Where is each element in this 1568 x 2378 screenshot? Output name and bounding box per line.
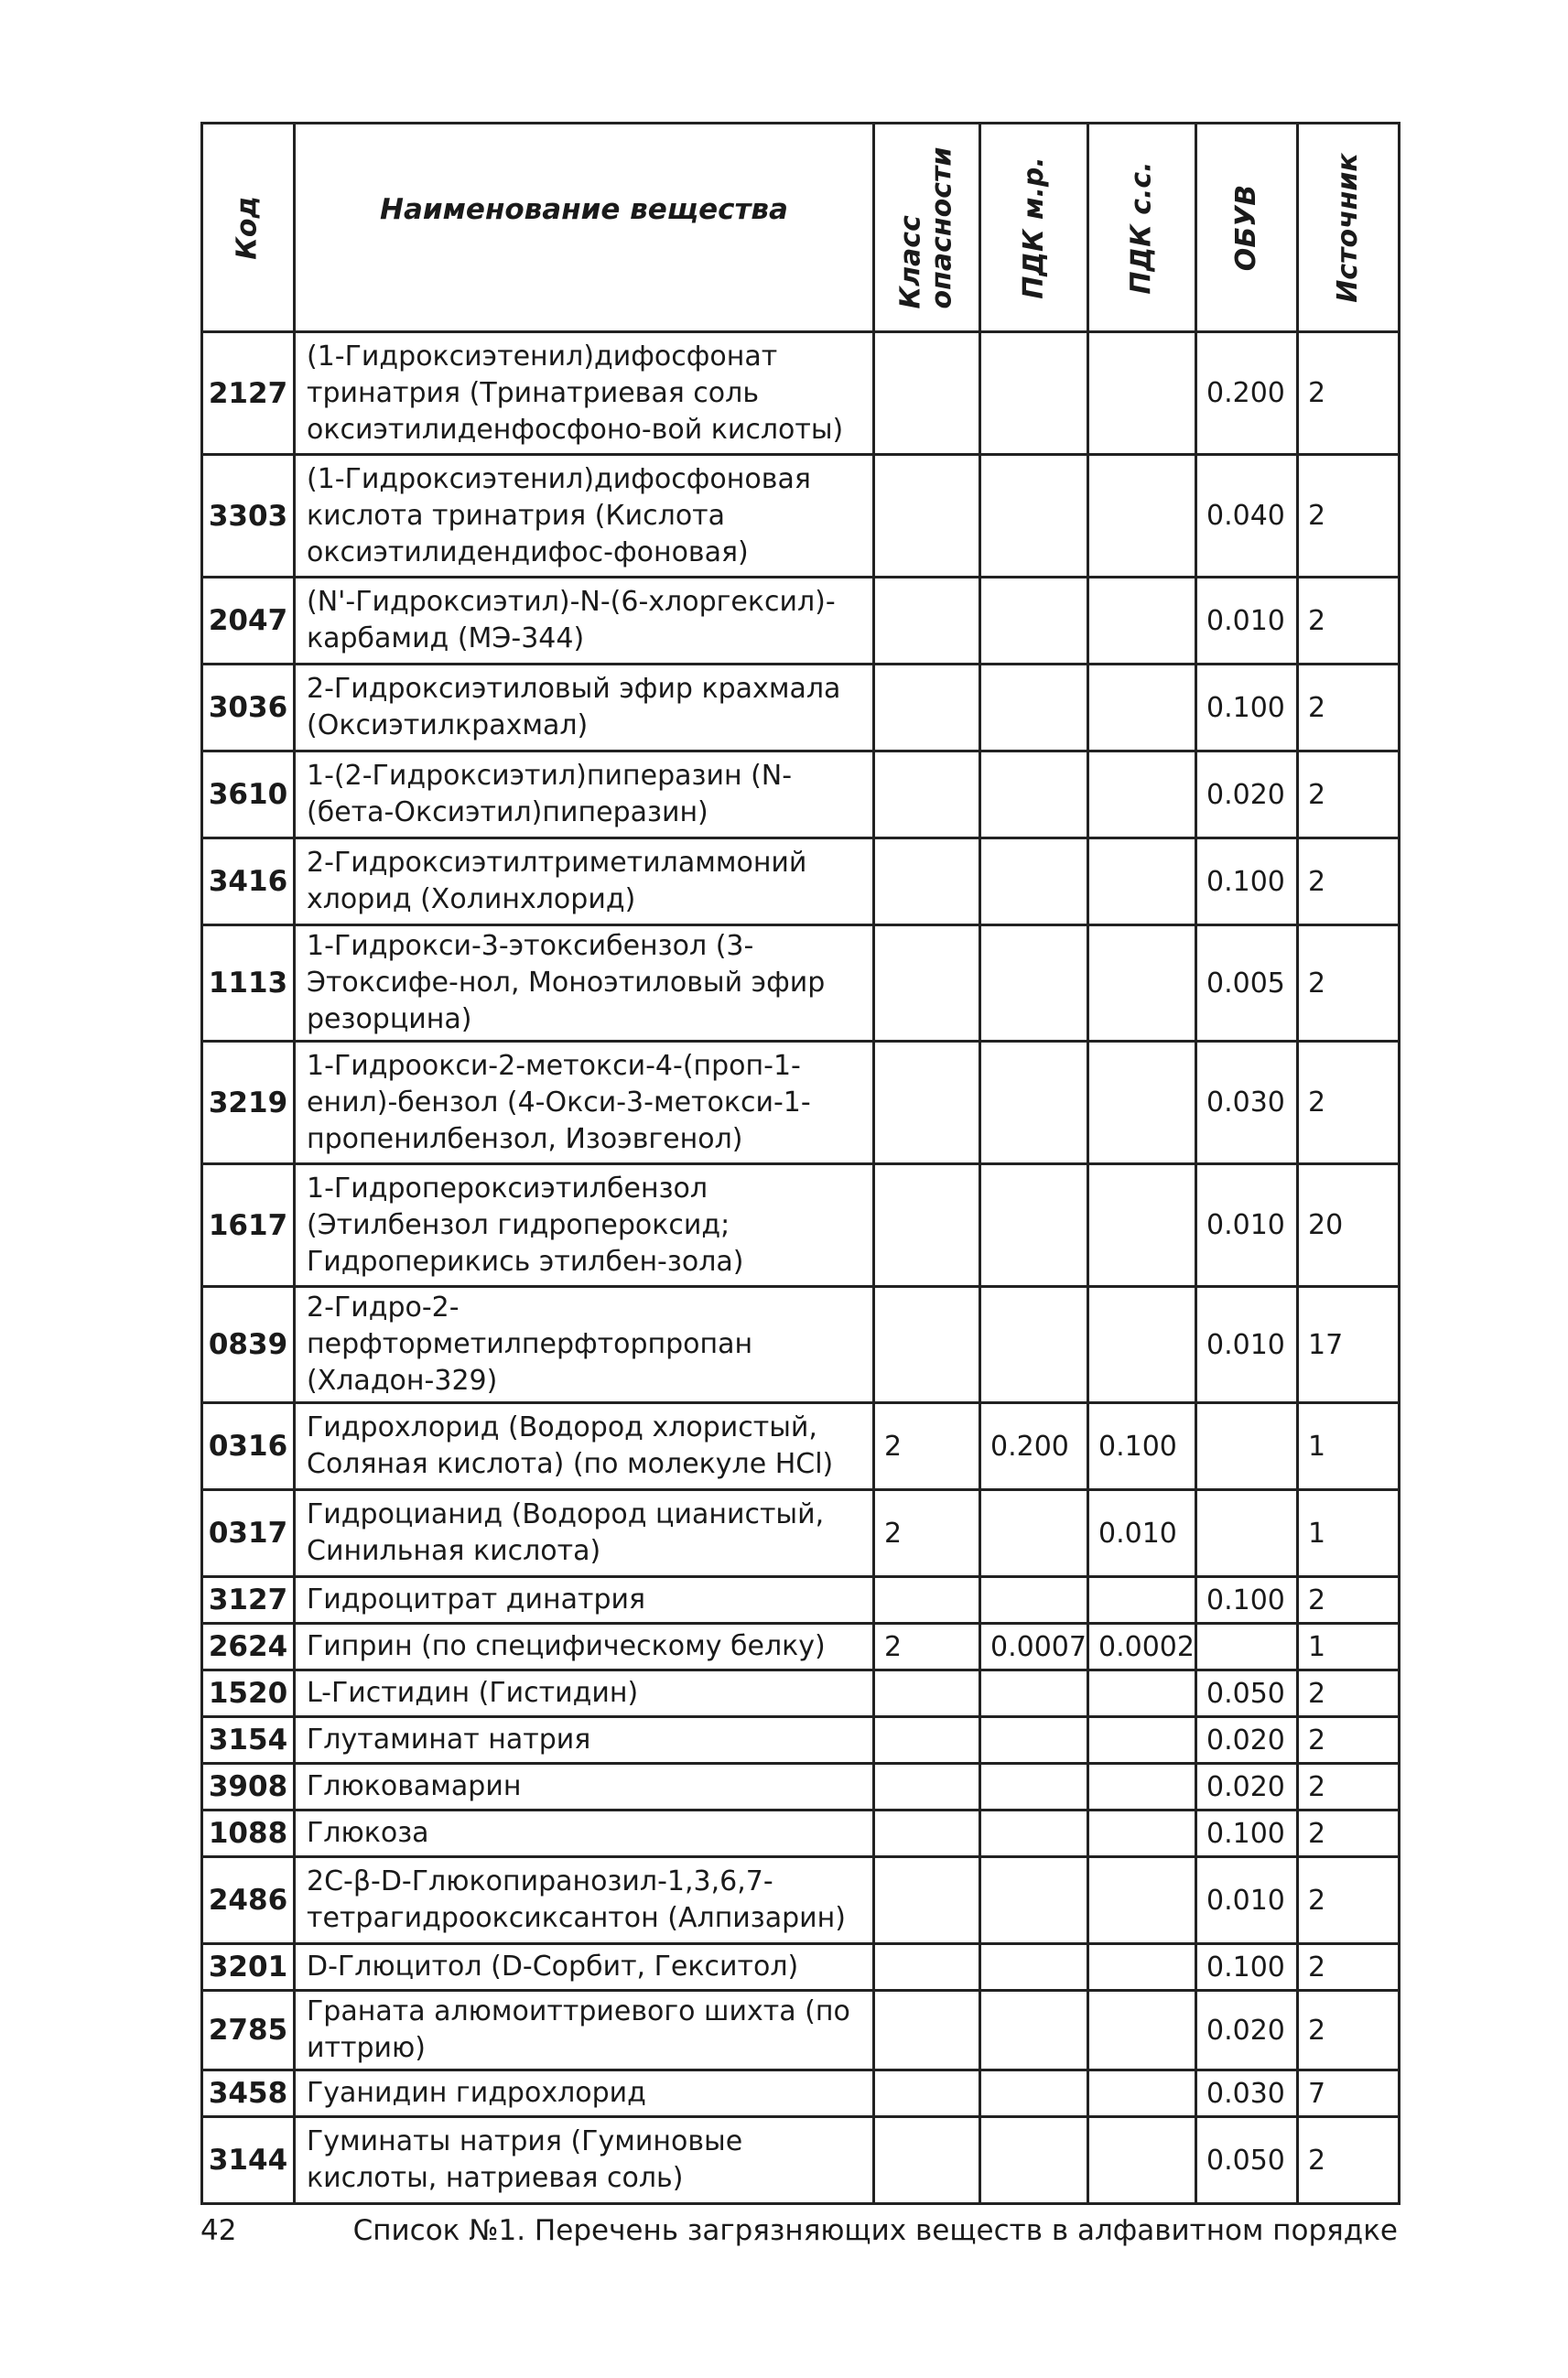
table-row bbox=[202, 1287, 1400, 1403]
cell-code: 3908 bbox=[202, 1764, 295, 1811]
header-code bbox=[202, 124, 295, 332]
header-hazard-class bbox=[874, 124, 980, 332]
table-row bbox=[202, 1991, 1400, 2070]
cell-obuv: 0.200 bbox=[1196, 332, 1298, 455]
cell-name: Глюкоза bbox=[295, 1811, 874, 1857]
cell-hazard-class bbox=[874, 665, 980, 751]
cell-hazard-class bbox=[874, 1811, 980, 1857]
cell-pdk-ss bbox=[1088, 1811, 1196, 1857]
cell-pdk-ss bbox=[1088, 332, 1196, 455]
header-pdk-ss-label: ПДК с.с. bbox=[1125, 160, 1158, 295]
header-name: Наименование вещества bbox=[295, 124, 874, 332]
table-row bbox=[202, 2117, 1400, 2204]
table-row bbox=[202, 1857, 1400, 1944]
cell-hazard-class bbox=[874, 1577, 980, 1624]
cell-pdk-mr bbox=[980, 1490, 1088, 1577]
cell-obuv: 0.100 bbox=[1196, 665, 1298, 751]
cell-hazard-class bbox=[874, 838, 980, 925]
table-body bbox=[202, 332, 1400, 2204]
cell-pdk-mr bbox=[980, 1944, 1088, 1991]
cell-obuv: 0.100 bbox=[1196, 1944, 1298, 1991]
cell-source: 1 bbox=[1298, 1490, 1400, 1577]
cell-source: 17 bbox=[1298, 1287, 1400, 1403]
cell-pdk-ss: 0.010 bbox=[1088, 1490, 1196, 1577]
cell-hazard-class bbox=[874, 1042, 980, 1164]
cell-name: D-Глюцитол (D-Сорбит, Гекситол) bbox=[295, 1944, 874, 1991]
table-row bbox=[202, 2070, 1400, 2117]
cell-source: 2 bbox=[1298, 1764, 1400, 1811]
cell-obuv: 0.050 bbox=[1196, 2117, 1298, 2204]
cell-code: 2486 bbox=[202, 1857, 295, 1944]
cell-code: 1088 bbox=[202, 1811, 295, 1857]
cell-source: 2 bbox=[1298, 1670, 1400, 1717]
cell-source: 2 bbox=[1298, 838, 1400, 925]
cell-source: 2 bbox=[1298, 578, 1400, 665]
header-pdk-ss bbox=[1088, 124, 1196, 332]
cell-code: 3303 bbox=[202, 455, 295, 578]
cell-source: 2 bbox=[1298, 455, 1400, 578]
cell-source: 2 bbox=[1298, 1991, 1400, 2070]
cell-source: 2 bbox=[1298, 925, 1400, 1042]
cell-obuv: 0.030 bbox=[1196, 1042, 1298, 1164]
cell-pdk-ss bbox=[1088, 2070, 1196, 2117]
cell-obuv: 0.050 bbox=[1196, 1670, 1298, 1717]
table-row bbox=[202, 455, 1400, 578]
cell-obuv: 0.010 bbox=[1196, 1857, 1298, 1944]
cell-source: 2 bbox=[1298, 1577, 1400, 1624]
cell-pdk-mr bbox=[980, 1764, 1088, 1811]
table-row bbox=[202, 1670, 1400, 1717]
cell-code: 3144 bbox=[202, 2117, 295, 2204]
cell-name: Глутаминат натрия bbox=[295, 1717, 874, 1764]
cell-code: 1617 bbox=[202, 1164, 295, 1287]
cell-pdk-ss bbox=[1088, 925, 1196, 1042]
cell-pdk-mr bbox=[980, 1670, 1088, 1717]
cell-pdk-ss bbox=[1088, 455, 1196, 578]
cell-obuv: 0.030 bbox=[1196, 2070, 1298, 2117]
cell-name: (1-Гидроксиэтенил)дифосфоновая кислота тринатрия (Кислота оксиэтилидендифос-фоновая) bbox=[295, 455, 874, 578]
cell-name: (1-Гидроксиэтенил)дифосфонат тринатрия (Тринатриевая соль оксиэтилиденфосфоно-вой кислоты) bbox=[295, 332, 874, 455]
cell-pdk-ss bbox=[1088, 1764, 1196, 1811]
table-row bbox=[202, 665, 1400, 751]
cell-obuv: 0.005 bbox=[1196, 925, 1298, 1042]
cell-obuv: 0.100 bbox=[1196, 1577, 1298, 1624]
cell-obuv: 0.020 bbox=[1196, 1764, 1298, 1811]
cell-code: 3219 bbox=[202, 1042, 295, 1164]
cell-code: 2785 bbox=[202, 1991, 295, 2070]
cell-name: Гидрохлорид (Водород хлористый, Соляная кислота) (по молекуле HCl) bbox=[295, 1403, 874, 1490]
table-row bbox=[202, 1811, 1400, 1857]
cell-hazard-class bbox=[874, 455, 980, 578]
cell-pdk-ss: 0.100 bbox=[1088, 1403, 1196, 1490]
cell-name: Гидроцитрат динатрия bbox=[295, 1577, 874, 1624]
cell-pdk-ss bbox=[1088, 1944, 1196, 1991]
cell-source: 1 bbox=[1298, 1403, 1400, 1490]
cell-code: 3458 bbox=[202, 2070, 295, 2117]
table-row bbox=[202, 1403, 1400, 1490]
cell-pdk-ss bbox=[1088, 1287, 1196, 1403]
cell-name: L-Гистидин (Гистидин) bbox=[295, 1670, 874, 1717]
cell-source: 2 bbox=[1298, 2117, 1400, 2204]
cell-pdk-mr bbox=[980, 1717, 1088, 1764]
cell-name: 1-Гидропероксиэтилбензол (Этилбензол гидропероксид; Гидроперикись этилбен-зола) bbox=[295, 1164, 874, 1287]
cell-hazard-class bbox=[874, 1991, 980, 2070]
cell-code: 0317 bbox=[202, 1490, 295, 1577]
cell-hazard-class bbox=[874, 1857, 980, 1944]
cell-pdk-mr bbox=[980, 2117, 1088, 2204]
cell-pdk-mr bbox=[980, 751, 1088, 838]
header-source-label: Источник bbox=[1332, 152, 1364, 303]
cell-hazard-class: 2 bbox=[874, 1403, 980, 1490]
page-number: 42 bbox=[200, 2214, 237, 2247]
cell-hazard-class bbox=[874, 2117, 980, 2204]
cell-obuv bbox=[1196, 1490, 1298, 1577]
cell-obuv: 0.020 bbox=[1196, 1991, 1298, 2070]
cell-hazard-class bbox=[874, 1764, 980, 1811]
header-code-label: Код bbox=[232, 195, 264, 260]
cell-source: 2 bbox=[1298, 665, 1400, 751]
cell-pdk-ss bbox=[1088, 578, 1196, 665]
cell-hazard-class bbox=[874, 925, 980, 1042]
cell-code: 3154 bbox=[202, 1717, 295, 1764]
cell-pdk-ss bbox=[1088, 1717, 1196, 1764]
cell-obuv: 0.040 bbox=[1196, 455, 1298, 578]
cell-code: 3416 bbox=[202, 838, 295, 925]
cell-pdk-ss bbox=[1088, 1164, 1196, 1287]
cell-pdk-mr bbox=[980, 1811, 1088, 1857]
cell-pdk-mr bbox=[980, 1577, 1088, 1624]
cell-obuv: 0.100 bbox=[1196, 838, 1298, 925]
cell-name: 1-Гидрокси-3-этоксибензол (3-Этоксифе-нол, Моноэтиловый эфир резорцина) bbox=[295, 925, 874, 1042]
cell-hazard-class bbox=[874, 578, 980, 665]
cell-code: 1113 bbox=[202, 925, 295, 1042]
cell-source: 7 bbox=[1298, 2070, 1400, 2117]
cell-obuv: 0.020 bbox=[1196, 1717, 1298, 1764]
cell-obuv bbox=[1196, 1624, 1298, 1670]
cell-pdk-mr bbox=[980, 578, 1088, 665]
cell-pdk-ss bbox=[1088, 665, 1196, 751]
cell-source: 2 bbox=[1298, 332, 1400, 455]
cell-pdk-mr bbox=[980, 332, 1088, 455]
page-footer-caption: Список №1. Перечень загрязняющих веществ в алфавитном порядке bbox=[352, 2214, 1398, 2247]
cell-name: Граната алюмоиттриевого шихта (по иттрию) bbox=[295, 1991, 874, 2070]
table-row bbox=[202, 838, 1400, 925]
cell-name: 1-(2-Гидроксиэтил)пиперазин (N-(бета-Оксиэтил)пиперазин) bbox=[295, 751, 874, 838]
cell-code: 0316 bbox=[202, 1403, 295, 1490]
cell-name: 2-Гидро-2-перфторметилперфторпропан (Хладон-329) bbox=[295, 1287, 874, 1403]
table-row bbox=[202, 1764, 1400, 1811]
cell-source: 2 bbox=[1298, 1944, 1400, 1991]
cell-pdk-ss bbox=[1088, 838, 1196, 925]
cell-code: 3127 bbox=[202, 1577, 295, 1624]
cell-pdk-ss: 0.0002 bbox=[1088, 1624, 1196, 1670]
cell-pdk-ss bbox=[1088, 1577, 1196, 1624]
substances-table-container bbox=[200, 122, 1398, 2205]
cell-code: 3201 bbox=[202, 1944, 295, 1991]
cell-obuv: 0.010 bbox=[1196, 1287, 1298, 1403]
header-hazard-line2: опасности bbox=[925, 146, 958, 308]
cell-code: 1520 bbox=[202, 1670, 295, 1717]
table-row bbox=[202, 1042, 1400, 1164]
cell-pdk-mr: 0.200 bbox=[980, 1403, 1088, 1490]
table-row bbox=[202, 1490, 1400, 1577]
cell-pdk-ss bbox=[1088, 751, 1196, 838]
cell-hazard-class bbox=[874, 1717, 980, 1764]
cell-pdk-mr bbox=[980, 1857, 1088, 1944]
header-source bbox=[1298, 124, 1400, 332]
cell-obuv: 0.010 bbox=[1196, 578, 1298, 665]
cell-name: Гуанидин гидрохлорид bbox=[295, 2070, 874, 2117]
cell-hazard-class bbox=[874, 1287, 980, 1403]
table-row bbox=[202, 578, 1400, 665]
cell-obuv: 0.020 bbox=[1196, 751, 1298, 838]
cell-name: Гуминаты натрия (Гуминовые кислоты, натриевая соль) bbox=[295, 2117, 874, 2204]
header-obuv bbox=[1196, 124, 1298, 332]
cell-obuv bbox=[1196, 1403, 1298, 1490]
table-row bbox=[202, 332, 1400, 455]
cell-pdk-mr bbox=[980, 1991, 1088, 2070]
cell-name: 2-Гидроксиэтилтриметиламмоний хлорид (Холинхлорид) bbox=[295, 838, 874, 925]
header-hazard-line1: Класс bbox=[894, 214, 927, 308]
cell-code: 2624 bbox=[202, 1624, 295, 1670]
cell-source: 2 bbox=[1298, 751, 1400, 838]
cell-hazard-class bbox=[874, 1164, 980, 1287]
cell-code: 0839 bbox=[202, 1287, 295, 1403]
table-row bbox=[202, 1164, 1400, 1287]
cell-pdk-ss bbox=[1088, 1857, 1196, 1944]
cell-pdk-ss bbox=[1088, 2117, 1196, 2204]
cell-source: 2 bbox=[1298, 1042, 1400, 1164]
cell-code: 2127 bbox=[202, 332, 295, 455]
cell-hazard-class bbox=[874, 2070, 980, 2117]
table-row bbox=[202, 1624, 1400, 1670]
cell-name: Глюковамарин bbox=[295, 1764, 874, 1811]
cell-code: 2047 bbox=[202, 578, 295, 665]
table-row bbox=[202, 1944, 1400, 1991]
cell-pdk-mr bbox=[980, 665, 1088, 751]
cell-name: 1-Гидроокси-2-метокси-4-(проп-1-енил)-бензол (4-Окси-3-метокси-1-пропенилбензол, Изоэвгенол) bbox=[295, 1042, 874, 1164]
cell-pdk-mr bbox=[980, 1287, 1088, 1403]
cell-hazard-class bbox=[874, 751, 980, 838]
cell-source: 1 bbox=[1298, 1624, 1400, 1670]
cell-pdk-mr bbox=[980, 2070, 1088, 2117]
cell-source: 20 bbox=[1298, 1164, 1400, 1287]
table-row bbox=[202, 751, 1400, 838]
header-pdk-mr-label: ПДК м.р. bbox=[1017, 156, 1050, 299]
cell-pdk-mr bbox=[980, 455, 1088, 578]
cell-pdk-mr bbox=[980, 1042, 1088, 1164]
cell-source: 2 bbox=[1298, 1857, 1400, 1944]
cell-hazard-class bbox=[874, 1944, 980, 1991]
cell-code: 3036 bbox=[202, 665, 295, 751]
cell-pdk-ss bbox=[1088, 1991, 1196, 2070]
cell-pdk-mr bbox=[980, 1164, 1088, 1287]
cell-hazard-class bbox=[874, 332, 980, 455]
cell-name: Гиприн (по специфическому белку) bbox=[295, 1624, 874, 1670]
cell-name: 2С-β-D-Глюкопиранозил-1,3,6,7-тетрагидрооксиксантон (Алпизарин) bbox=[295, 1857, 874, 1944]
table-header-row bbox=[202, 124, 1400, 332]
table-row bbox=[202, 1717, 1400, 1764]
cell-pdk-ss bbox=[1088, 1042, 1196, 1164]
cell-source: 2 bbox=[1298, 1811, 1400, 1857]
header-obuv-label: ОБУВ bbox=[1230, 184, 1262, 271]
cell-pdk-ss bbox=[1088, 1670, 1196, 1717]
cell-pdk-mr: 0.0007 bbox=[980, 1624, 1088, 1670]
cell-obuv: 0.010 bbox=[1196, 1164, 1298, 1287]
cell-name: (N'-Гидроксиэтил)-N-(6-хлоргексил)-карбамид (МЭ-344) bbox=[295, 578, 874, 665]
header-pdk-mr bbox=[980, 124, 1088, 332]
cell-hazard-class: 2 bbox=[874, 1624, 980, 1670]
cell-name: Гидроцианид (Водород цианистый, Синильная кислота) bbox=[295, 1490, 874, 1577]
cell-pdk-mr bbox=[980, 838, 1088, 925]
cell-name: 2-Гидроксиэтиловый эфир крахмала (Оксиэтилкрахмал) bbox=[295, 665, 874, 751]
cell-code: 3610 bbox=[202, 751, 295, 838]
cell-hazard-class bbox=[874, 1670, 980, 1717]
table-row bbox=[202, 1577, 1400, 1624]
cell-hazard-class: 2 bbox=[874, 1490, 980, 1577]
cell-source: 2 bbox=[1298, 1717, 1400, 1764]
substances-table bbox=[200, 122, 1400, 2205]
cell-pdk-mr bbox=[980, 925, 1088, 1042]
cell-obuv: 0.100 bbox=[1196, 1811, 1298, 1857]
table-row bbox=[202, 925, 1400, 1042]
